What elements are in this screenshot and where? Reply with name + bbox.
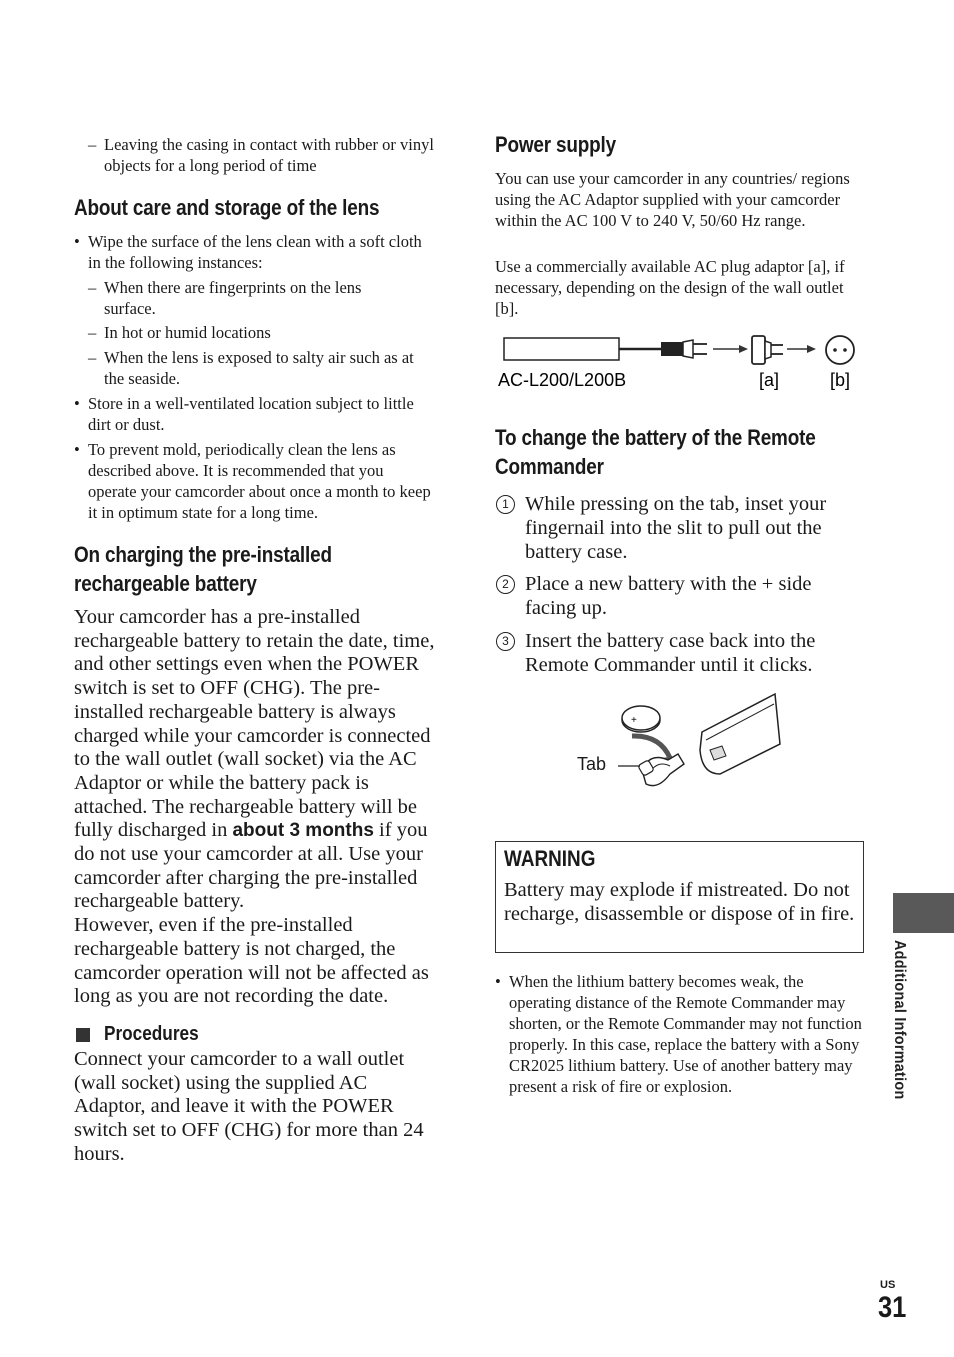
wall-outlet-label: [b] bbox=[830, 370, 851, 390]
remote-heading: To change the battery of the Remote Commander bbox=[495, 425, 816, 479]
lens-bullet-3: • To prevent mold, periodically clean the lens as described above. It is recommended that you operate your camcorder about once a month to keep it in optimum state for a long time. bbox=[74, 440, 431, 522]
warning-title: WARNING bbox=[504, 846, 596, 871]
power-paragraph-2: Use a commercially available AC plug adaptor [a], if necessary, depending on the design of the wall outlet [b]. bbox=[495, 257, 845, 318]
power-paragraph-1: You can use your camcorder in any countries/ regions using the AC Adaptor supplied with your camcorder within the AC 100 V to 240 V, 50/60 Hz range. bbox=[495, 169, 850, 230]
casing-item: – Leaving the casing in contact with rubber or vinyl objects for a long period of time bbox=[88, 135, 434, 175]
lens-bullet-1: • Wipe the surface of the lens clean with a soft cloth in the following instances: bbox=[74, 232, 422, 272]
bullet-marker: • bbox=[495, 972, 501, 991]
ac-adaptor-diagram bbox=[495, 330, 867, 400]
svg-text:+: + bbox=[631, 715, 637, 726]
lens-heading: About care and storage of the lens bbox=[74, 195, 380, 220]
tab-label: Tab bbox=[577, 754, 607, 774]
bullet-marker: • bbox=[74, 394, 80, 413]
plug-icon bbox=[661, 340, 707, 358]
remote-battery-diagram bbox=[570, 690, 782, 800]
lens-bullet-2: • Store in a well-ventilated location subject to little dirt or dust. bbox=[74, 394, 414, 434]
bullet-marker: • bbox=[74, 232, 80, 251]
procedures-square-icon bbox=[76, 1028, 90, 1042]
lithium-note: • When the lithium battery becomes weak, the operating distance of the Remote Commander may shorten, or the Remote Commander may not function properly. In this case, replace the battery with a Sony CR2025 lithium battery. Use of another battery may present a risk of fire or explosion. bbox=[495, 972, 862, 1096]
lens-dash-2: – In hot or humid locations bbox=[88, 323, 271, 342]
coin-battery-icon bbox=[622, 706, 660, 732]
battery-case-icon bbox=[638, 754, 684, 786]
charging-duration: about 3 months bbox=[232, 820, 374, 842]
lens-dash-1: – When there are fingerprints on the lens surface. bbox=[88, 278, 362, 318]
warning-text: Battery may explode if mistreated. Do not recharge, disassemble or dispose of in fire. bbox=[504, 879, 855, 925]
page-number: 31 bbox=[878, 1291, 907, 1324]
adaptor-body bbox=[504, 338, 619, 360]
section-tab-marker bbox=[893, 893, 954, 933]
plug-adaptor-label: [a] bbox=[759, 370, 780, 390]
step-number: 1 bbox=[496, 495, 515, 514]
charging-heading: On charging the pre-installed rechargeable battery bbox=[74, 542, 332, 596]
bullet-marker: • bbox=[74, 440, 80, 459]
dash-marker: – bbox=[88, 323, 97, 342]
arrow-icon bbox=[807, 345, 816, 353]
procedures-text: Connect your camcorder to a wall outlet (wall socket) using the supplied AC Adaptor, and leave it with the POWER switch set to OFF (CHG) for more than 24 hours. bbox=[74, 1048, 424, 1165]
dash-marker: – bbox=[88, 135, 97, 154]
section-label: Additional Information bbox=[891, 940, 908, 1100]
step-number: 3 bbox=[496, 632, 515, 651]
dash-marker: – bbox=[88, 348, 97, 367]
curved-arrow-icon bbox=[632, 736, 670, 758]
procedures-heading: Procedures bbox=[104, 1023, 199, 1045]
adaptor-model-label: AC-L200/L200B bbox=[498, 370, 627, 390]
warning-box bbox=[495, 841, 864, 953]
remote-commander-icon bbox=[700, 694, 780, 774]
lens-dash-3: – When the lens is exposed to salty air such as at the seaside. bbox=[88, 348, 414, 388]
plug-adaptor-icon bbox=[752, 336, 783, 364]
step-number: 2 bbox=[496, 575, 515, 594]
region-code: US bbox=[880, 1279, 896, 1291]
power-heading: Power supply bbox=[495, 132, 616, 157]
arrow-icon bbox=[739, 345, 748, 353]
dash-marker: – bbox=[88, 278, 97, 297]
charging-paragraph: Your camcorder has a pre-installed rechargeable battery to retain the date, time, and other settings even when the POWER switch is set to OFF (CHG). The pre-installed rechargeable battery is always charged while your camcorder is connected to the wall outlet (wall socket) via the AC Adaptor or while the battery pack is attached. The rechargeable battery will be fully discharged in about 3 months if you do not use your camcorder at all. Use your camcorder after charging the pre-installed rechargeable battery. However, even if the pre-installed rechargeable battery is not charged, the camcorder operation will not be affected as long as you are not recording the date. bbox=[74, 606, 435, 1008]
wall-outlet-icon bbox=[826, 336, 854, 364]
